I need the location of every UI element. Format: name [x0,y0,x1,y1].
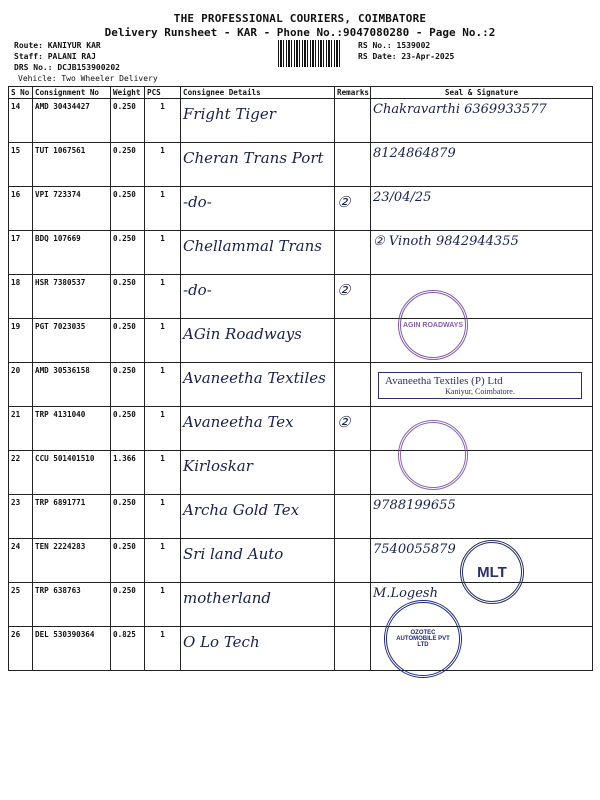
cell-remarks [335,451,371,495]
cell-consignment-no: AMD 30536158 [33,363,111,407]
cell-consignment-no: CCU 501401510 [33,451,111,495]
rs-number: RS No.: 1539002 [358,41,431,50]
cell-pcs: 1 [145,539,181,583]
cell-sno: 16 [9,187,33,231]
cell-consignee: Archa Gold Tex [181,495,335,539]
kirloskar-stamp [398,420,468,490]
cell-consignee: Avaneetha Tex [181,407,335,451]
cell-sno: 21 [9,407,33,451]
cell-sno: 26 [9,627,33,671]
mlt-stamp [460,540,524,604]
cell-consignment-no: DEL 530390364 [33,627,111,671]
cell-weight: 0.250 [111,363,145,407]
cell-consignment-no: AMD 30434427 [33,99,111,143]
cell-consignee: O Lo Tech [181,627,335,671]
avaneetha-stamp-name: Avaneetha Textiles (P) Ltd [385,375,503,387]
cell-signature [371,231,593,275]
header-remarks: Remarks [335,87,371,99]
cell-weight: 0.250 [111,319,145,363]
cell-remarks [335,231,371,275]
cell-pcs: 1 [145,319,181,363]
table-row [9,495,593,539]
cell-remarks [335,99,371,143]
cell-sno: 20 [9,363,33,407]
staff-label: Staff: PALANI RAJ [14,52,96,61]
vehicle-label: Vehicle: Two Wheeler Delivery [18,74,158,83]
cell-remarks [335,583,371,627]
cell-pcs: 1 [145,231,181,275]
avaneetha-stamp-address: Kaniyur, Coimbatore. [445,387,515,396]
cell-consignment-no: VPI 723374 [33,187,111,231]
cell-weight: 0.250 [111,539,145,583]
cell-weight: 0.250 [111,231,145,275]
cell-consignee: Kirloskar [181,451,335,495]
cell-consignee: AGin Roadways [181,319,335,363]
cell-consignment-no: TEN 2224283 [33,539,111,583]
signature-text: Chakravarthi 6369933577 [373,102,547,117]
agin-roadways-stamp [398,290,468,360]
header-weight: Weight [111,87,145,99]
cell-remarks [335,495,371,539]
cell-pcs: 1 [145,451,181,495]
cell-weight: 0.250 [111,99,145,143]
cell-pcs: 1 [145,99,181,143]
ozotec-stamp [384,600,462,678]
cell-sno: 25 [9,583,33,627]
rs-date: RS Date: 23-Apr-2025 [358,52,455,61]
table-row [9,143,593,187]
cell-pcs: 1 [145,583,181,627]
cell-weight: 0.250 [111,495,145,539]
cell-weight: 1.366 [111,451,145,495]
cell-consignee: Chellammal Trans [181,231,335,275]
cell-consignee: -do- [181,275,335,319]
cell-pcs: 1 [145,495,181,539]
table-row [9,319,593,363]
cell-sno: 24 [9,539,33,583]
cell-pcs: 1 [145,187,181,231]
cell-remarks [335,363,371,407]
cell-consignment-no: HSR 7380537 [33,275,111,319]
cell-consignee: Sri land Auto [181,539,335,583]
header-consignment: Consignment No [33,87,111,99]
cell-signature [371,187,593,231]
table-row [9,231,593,275]
signature-text: 23/04/25 [373,190,432,205]
cell-pcs: 1 [145,363,181,407]
cell-weight: 0.250 [111,407,145,451]
agin-stamp-text: AGIN ROADWAYS [402,321,464,329]
cell-remarks: ② [335,275,371,319]
cell-consignment-no: PGT 7023035 [33,319,111,363]
cell-sno: 22 [9,451,33,495]
signature-text: 8124864879 [373,146,456,161]
cell-weight: 0.250 [111,187,145,231]
cell-sno: 17 [9,231,33,275]
cell-remarks: ② [335,187,371,231]
signature-text: ② Vinoth 9842944355 [373,234,519,249]
cell-pcs: 1 [145,407,181,451]
cell-remarks [335,627,371,671]
table-row [9,99,593,143]
cell-weight: 0.250 [111,583,145,627]
cell-weight: 0.250 [111,275,145,319]
cell-signature [371,143,593,187]
cell-consignee: motherland [181,583,335,627]
cell-signature [371,495,593,539]
cell-weight: 0.250 [111,143,145,187]
cell-consignment-no: TUT 1067561 [33,143,111,187]
cell-pcs: 1 [145,143,181,187]
cell-consignment-no: BDQ 107669 [33,231,111,275]
signature-text: M.Logesh [373,586,438,601]
cell-remarks [335,319,371,363]
table-row [9,187,593,231]
cell-remarks [335,539,371,583]
cell-consignee: -do- [181,187,335,231]
cell-pcs: 1 [145,627,181,671]
table-row [9,451,593,495]
cell-consignment-no: TRP 4131040 [33,407,111,451]
barcode [278,40,340,67]
cell-sno: 18 [9,275,33,319]
cell-sno: 15 [9,143,33,187]
cell-pcs: 1 [145,275,181,319]
cell-sno: 23 [9,495,33,539]
cell-weight: 0.825 [111,627,145,671]
signature-text: 9788199655 [373,498,456,513]
company-title: THE PROFESSIONAL COURIERS, COIMBATORE [173,12,427,25]
table-row [9,627,593,671]
cell-remarks [335,143,371,187]
header-sno: S No [9,87,33,99]
cell-remarks: ② [335,407,371,451]
header-seal: Seal & Signature [371,87,593,99]
cell-sno: 14 [9,99,33,143]
cell-consignment-no: TRP 638763 [33,583,111,627]
signature-text: 7540055879 [373,542,456,557]
cell-sno: 19 [9,319,33,363]
cell-signature [371,99,593,143]
cell-consignee: Fright Tiger [181,99,335,143]
table-row [9,407,593,451]
cell-consignment-no: TRP 6891771 [33,495,111,539]
cell-consignee: Cheran Trans Port [181,143,335,187]
avaneetha-stamp [378,372,582,399]
table-row [9,275,593,319]
header-pcs: PCS [145,87,181,99]
drs-number: DRS No.: DCJB153900202 [14,63,120,72]
mlt-stamp-text: MLT [477,563,507,581]
runsheet-subtitle: Delivery Runsheet - KAR - Phone No.:9047080280 - Page No.:2 [104,26,496,39]
header-consignee: Consignee Details [181,87,335,99]
cell-consignee: Avaneetha Textiles [181,363,335,407]
route-label: Route: KANIYUR KAR [14,41,101,50]
table-header-row [9,87,593,99]
ozotec-stamp-text: OZOTEC AUTOMOBILE PVT LTD [396,630,450,648]
